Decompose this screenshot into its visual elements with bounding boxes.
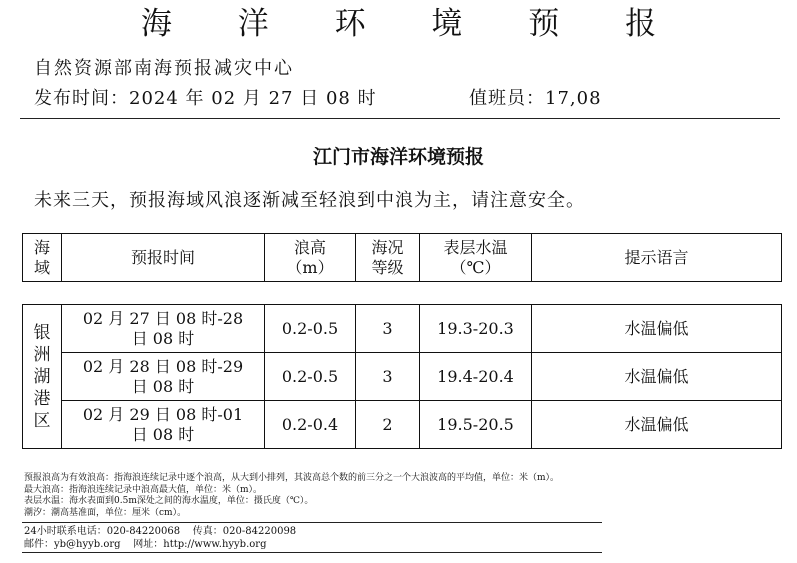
- tip-text: 水温偏低: [532, 305, 782, 353]
- forecast-table-header: [22, 233, 782, 282]
- wave-height: 0.2-0.4: [265, 401, 356, 449]
- col-sea-state: 海况 等级: [356, 234, 420, 282]
- footer-divider: [22, 522, 602, 523]
- footnote: 预报浪高为有效浪高：指海浪连续记录中逐个浪高，从大到小排列，其波高总个数的前三分之一个大浪波高的平均值，单位：米（m）。: [24, 473, 560, 483]
- col-wave: 浪高 （m）: [265, 234, 356, 282]
- area-name: 银 洲 湖 港 区: [23, 305, 62, 449]
- table-row: [23, 353, 782, 401]
- surface-temp: 19.4-20.4: [420, 353, 532, 401]
- contact-info: [24, 525, 296, 551]
- footnote: 表层水温：海水表面到0.5m深处之间的海水温度，单位：摄氏度（℃）。: [24, 496, 314, 506]
- sea-state-level: 3: [356, 305, 420, 353]
- footnote: 潮汐：潮高基准面，单位：厘米（cm）。: [24, 507, 187, 518]
- table-row: [23, 401, 782, 449]
- forecast-table-body: [22, 304, 782, 449]
- publish-time: 发布时间：2024 年 02 月 27 日 08 时: [34, 88, 377, 109]
- surface-temp: 19.3-20.3: [420, 305, 532, 353]
- forecast-time: 02 月 29 日 08 时-01 日 08 时: [62, 401, 265, 449]
- col-tip: 提示语言: [532, 234, 782, 282]
- issuing-organization: 自然资源部南海预报减灾中心: [34, 58, 294, 79]
- duty-staff: 值班员：17,08: [469, 88, 602, 109]
- wave-height: 0.2-0.5: [265, 305, 356, 353]
- footnotes: [24, 473, 784, 519]
- wave-height: 0.2-0.5: [265, 353, 356, 401]
- contact-email-web: 邮件：yb@hyyb.org 网址：http://www.hyyb.org: [24, 539, 267, 550]
- tip-text: 水温偏低: [532, 401, 782, 449]
- tip-text: 水温偏低: [532, 353, 782, 401]
- sea-state-level: 2: [356, 401, 420, 449]
- forecast-time: 02 月 28 日 08 时-29 日 08 时: [62, 353, 265, 401]
- page-title: 海 洋 环 境 预 报: [140, 6, 685, 42]
- report-subtitle: 江门市海洋环境预报: [312, 146, 484, 168]
- footer-bottom-rule: [22, 552, 602, 553]
- header-divider: [20, 118, 780, 119]
- forecast-summary: 未来三天，预报海域风浪逐渐减至轻浪到中浪为主，请注意安全。: [34, 190, 585, 211]
- col-time: 预报时间: [62, 234, 265, 282]
- forecast-time: 02 月 27 日 08 时-28 日 08 时: [62, 305, 265, 353]
- footnote: 最大浪高：指海浪连续记录中浪高最大值，单位：米（m）。: [24, 484, 263, 495]
- col-area: 海 域: [23, 234, 62, 282]
- sea-state-level: 3: [356, 353, 420, 401]
- table-row: [23, 305, 782, 353]
- contact-phone-fax: 24小时联系电话：020-84220068 传真：020-84220098: [24, 526, 297, 537]
- col-temp: 表层水温 （℃）: [420, 234, 532, 282]
- surface-temp: 19.5-20.5: [420, 401, 532, 449]
